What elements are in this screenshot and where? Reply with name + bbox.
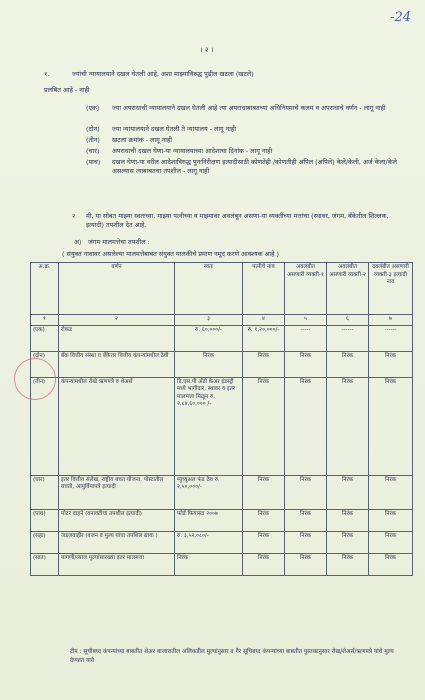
column-number: २ <box>59 315 175 326</box>
assets-table <box>30 262 413 576</box>
section2-number: २ <box>72 212 76 220</box>
table-cell: जडजवाहीर (वजन व मुल्य यांचा तपशिल द्यावा ) <box>59 531 175 553</box>
table-cell: (तीन) <box>31 377 59 475</box>
table-cell: (सहा) <box>31 531 59 553</box>
table-cell: रोकड <box>59 325 175 351</box>
footnote: टीप : सूचीबध्द कंपन्यांच्या बाबतीत शेअर बाजारातील अलिकडील मुल्यांनुसार व गैर सूचिबध्द कंपन्यांच्या बाबतीत पुस्तकानुसार रोख/शेअर्स/ऋणपत्रे यांचे मुल्य देण्यात यावे <box>70 649 394 664</box>
table-cell: मागणी/व्याज मुल्यांसारख्या इतर मालमत्ता <box>59 553 175 575</box>
table-cell: निरंक <box>285 509 327 531</box>
table-row <box>31 377 413 475</box>
table-cell: निरंक <box>285 531 327 553</box>
item-text: दखल घेणा-या वरील आदेशाविरुद्ध पुनःनिरीक्षण इत्यादीसाठी कोणतेही /कोणतीही अपिल (अपिले) केले/केली, अर्ज केला/केले असल्यास त्याबाबतचा तपशील - लागू नाही <box>112 158 397 175</box>
section1-line1: ज्यांची न्यायालयाने दखल घेतली आहे, अशा माझ्याविरुद्ध पुढील खटला (खटले) <box>72 70 254 78</box>
table-cell: ------ <box>327 325 369 351</box>
sectionA-note: ( संयुक्त नावावर असलेल्या मालमत्तेबाबत संयुक्त मालकीचे प्रमाण नमूद करणे आवश्यक आहे ) <box>62 250 279 258</box>
item-label: (पाच) <box>86 158 101 166</box>
table-cell: (सात) <box>31 553 59 575</box>
sectionA-title: जंगम मालमत्तेचा तपशील : <box>88 238 150 246</box>
item-text: खटला क्रमांक - लागू नाही <box>112 136 172 144</box>
table-header: दवलंबीत असणारी व्यक्ती-३ इत्यादी नाव <box>369 263 413 315</box>
table-header: अ.क्र. <box>31 263 59 315</box>
table-cell: फोर्ड फियास्टा २००७ <box>175 509 243 531</box>
section2-text: मी, या सोबत माझ्या स्वतःच्या, माझ्या पत्नीच्या व माझ्यावर अवलंबून असणा-या व्यक्तींच्या मत्तांचा (स्थावर, जंगम, बँकेतील शिल्लक, इत्यादी) तपशील देत आहे. <box>86 212 389 229</box>
item-text: अपराधाची दखल घेणा-या न्यायालयाच्या आदेशाचा दिनांक - लागू नाही <box>112 147 273 155</box>
table-header-row <box>31 263 413 315</box>
column-number: ७ <box>369 315 413 326</box>
table-header: अवलंबीत असणारी व्यक्ती-२ <box>327 263 369 315</box>
table-cell: निरंक <box>369 475 413 509</box>
page-number: -24 <box>390 10 411 25</box>
table-cell: निरंक <box>327 553 369 575</box>
table-cell: निरंक <box>369 531 413 553</box>
table-cell: निरंक <box>369 509 413 531</box>
table-cell: रु. ६०,०००/- <box>175 325 243 351</box>
table-row <box>31 475 413 509</box>
item-label: (तीन) <box>86 136 100 144</box>
table-cell: डि.एस.पी अँडो केअर इंडस्ट्री मध्ये भागीदार, स्थावर व इतर मालमत्ता मिळून रु. २,८४,६०,००० /- <box>175 377 243 475</box>
table-cell: निरंक <box>327 377 369 475</box>
table-cell: रु. ३,५२,०८०/- <box>175 531 243 553</box>
table-number-row <box>31 315 413 326</box>
table-row <box>31 553 413 575</box>
table-cell: निरंक <box>285 377 327 475</box>
stamp-mark <box>14 358 56 400</box>
table-cell: निरंक <box>243 351 285 377</box>
table-cell: इतर वित्तीय संलेख, राष्ट्रीय बचत योजना, पोस्टातील बचती, आयुर्विमापत्रे इत्यादी <box>59 475 175 509</box>
table-cell: निरंक <box>285 553 327 575</box>
column-number: ५ <box>285 315 327 326</box>
table-cell: कंपन्यामधील रोखे ऋणपत्रे व शेअर्स <box>59 377 175 475</box>
column-number: ३ <box>175 315 243 326</box>
table-cell: निरंक <box>243 553 285 575</box>
sectionA-label: अ) <box>74 238 82 246</box>
table-cell: (एक) <box>31 325 59 351</box>
table-cell: निरंक <box>327 509 369 531</box>
table-row <box>31 531 413 553</box>
item-label: (दोन) <box>86 125 100 133</box>
column-number: ४ <box>243 315 285 326</box>
table-cell: निरंक <box>327 351 369 377</box>
table-header: स्वतः <box>175 263 243 315</box>
item-label: (चार) <box>86 147 100 155</box>
table-cell: रु. १,२०,०००/- <box>243 325 285 351</box>
table-cell: निरंक <box>327 475 369 509</box>
table-cell: निरंक <box>327 531 369 553</box>
item-text: ज्या न्यायालयाने दखल घेतली ते न्यायालय - लागू नाही <box>112 125 236 133</box>
table-header: पत्नीचे नांव <box>243 263 285 315</box>
table-row <box>31 351 413 377</box>
table-cell: निरंक <box>243 509 285 531</box>
table-cell: निरंक <box>369 553 413 575</box>
table-row <box>31 325 413 351</box>
table-header: अवलंबीत असणारी व्यक्ती-१ <box>285 263 327 315</box>
table-cell: निरंक <box>285 351 327 377</box>
table-cell: निरंक <box>175 351 243 377</box>
table-cell: ------ <box>369 325 413 351</box>
table-header: वर्णन <box>59 263 175 315</box>
table-row <box>31 509 413 531</box>
column-number: १ <box>31 315 59 326</box>
table-cell: (दोन) <box>31 351 59 377</box>
table-cell: निरंक <box>243 475 285 509</box>
table-cell: निरंक <box>243 377 285 475</box>
table-cell: (चार) <box>31 475 59 509</box>
table-cell: ----- <box>285 325 327 351</box>
item-text: ज्या अपराधाची न्यायालयाने दखल घेतली आहे त्या अपराधाबाबतच्या अधिनियमाचे कलम व अपराधाचे वर्णन - लागू नाही <box>112 104 386 112</box>
table-cell: निरंक <box>285 475 327 509</box>
section1-number: १. <box>44 70 50 78</box>
table-cell: निरंक <box>369 351 413 377</box>
page-heading: । २ । <box>200 46 214 54</box>
table-cell: निरंक <box>369 377 413 475</box>
table-cell: मोटर वाहने (वनावटीचा तपशील इत्यादी) <box>59 509 175 531</box>
table-cell: बँक वित्तीय संस्था व बँकेत्तर वित्तीय कंपन्यांमधील ठेवी <box>59 351 175 377</box>
table-cell: निरंक <box>243 531 285 553</box>
table-cell: म्युच्युअल फंड ठेव रु. २,५०,०००/- <box>175 475 243 509</box>
item-label: (एक) <box>86 104 100 112</box>
table-cell: (पाच) <box>31 509 59 531</box>
table-cell: निरंक <box>175 553 243 575</box>
section1-line2: प्रलंबित आहे - नाही <box>44 86 90 94</box>
column-number: ६ <box>327 315 369 326</box>
